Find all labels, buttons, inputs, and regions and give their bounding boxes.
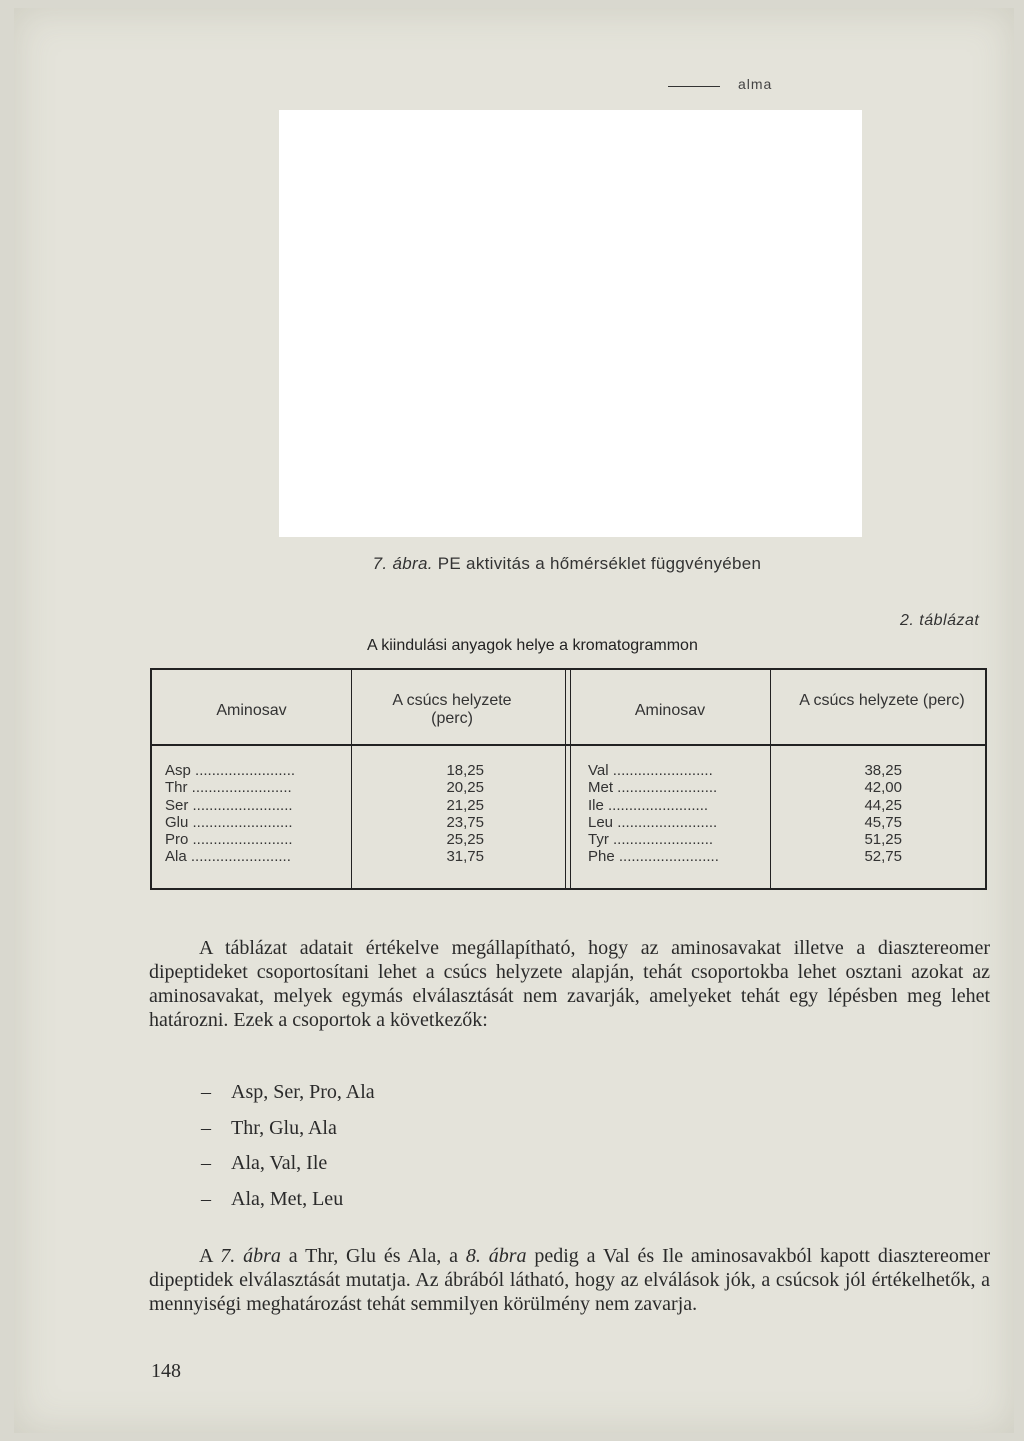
page-number: 148 — [151, 1360, 181, 1382]
row-name: Tyr ........................ — [588, 831, 714, 849]
table-header-rule — [152, 744, 985, 746]
row-value: 42,00 — [864, 779, 902, 797]
figure-caption — [0, 554, 1024, 574]
row-name: Thr ........................ — [165, 779, 292, 797]
running-header: alma — [738, 76, 773, 92]
figure-image-placeholder — [279, 110, 862, 537]
paragraph-1-text: A táblázat adatait értékelve megállapítható, hogy az aminosavakat illetve a diasztereomer dipeptideket csoportosítani lehet a csúcs helyzete alapján, tehát csoportokba lehet osztani azokat az aminosavakat, melyek egymás elválasztását nem zavarják, amelyeket tehát egy lépésben meg lehet határozni. Ezek a csoportok a következők: — [149, 937, 990, 1031]
group-list — [201, 1080, 375, 1222]
row-name: Glu ........................ — [165, 813, 293, 831]
figure-caption-text: PE aktivitás a hőmérséklet függvényében — [432, 554, 762, 573]
row-name: Val ........................ — [588, 762, 713, 779]
row-name: Asp ........................ — [165, 762, 296, 779]
row-name: Leu ........................ — [588, 813, 718, 831]
row-value: 45,75 — [864, 813, 902, 831]
row-name: Ser ........................ — [165, 796, 293, 814]
row-value: 52,75 — [864, 848, 902, 866]
table-divider — [351, 670, 352, 888]
left-values — [412, 762, 484, 866]
right-values — [830, 762, 902, 866]
left-names — [165, 762, 343, 866]
table-label: 2. táblázat — [900, 612, 980, 629]
row-value: 23,75 — [446, 813, 484, 831]
paragraph-1 — [149, 936, 990, 1032]
row-name: Phe ........................ — [588, 848, 719, 866]
list-item: – Ala, Met, Leu — [201, 1187, 344, 1210]
paragraph-2-text: A 7. ábra a Thr, Glu és Ala, a 8. ábra pedig a Val és Ile aminosavakból kapott diasztereomer dipeptidek elválasztását mutatja. Az ábrából látható, hogy az elválások jók, a csúcsok jól értékelhetők, a mennyiségi meghatározást tehát semmilyen körülmény nem zavarja. — [149, 1245, 990, 1315]
header-rule — [668, 86, 720, 87]
row-value: 20,25 — [446, 779, 484, 797]
row-value: 18,25 — [446, 762, 484, 779]
row-value: 44,25 — [864, 796, 902, 814]
row-value: 38,25 — [864, 762, 902, 779]
figure-caption-number: 7. ábra. — [372, 554, 433, 573]
table-header-peak-2: A csúcs helyzete (perc) — [799, 692, 965, 709]
table-divider — [565, 670, 566, 888]
figure-ref-8: 8. ábra — [465, 1245, 527, 1267]
figure-ref-7: 7. ábra — [220, 1245, 281, 1267]
table-header-peak: A csúcs helyzete (perc) — [392, 692, 512, 727]
data-table — [150, 668, 987, 890]
table-divider — [770, 670, 771, 888]
right-names — [588, 762, 762, 866]
row-name: Met ........................ — [588, 779, 718, 797]
row-value: 31,75 — [446, 848, 484, 866]
row-value: 21,25 — [446, 796, 484, 814]
table-title: A kiindulási anyagok helye a kromatogrammon — [367, 637, 698, 654]
list-item: – Thr, Glu, Ala — [201, 1116, 337, 1139]
table-header-aminosav: Aminosav — [216, 702, 287, 719]
row-name: Pro ........................ — [165, 831, 293, 849]
list-item: – Asp, Ser, Pro, Ala — [201, 1081, 375, 1103]
table-header-aminosav-2: Aminosav — [634, 702, 706, 719]
row-value: 25,25 — [446, 831, 484, 849]
row-value: 51,25 — [864, 831, 902, 849]
paragraph-2 — [149, 1244, 990, 1316]
row-name: Ala ........................ — [165, 848, 291, 866]
row-name: Ile ........................ — [588, 796, 709, 814]
list-item: – Ala, Val, Ile — [201, 1152, 328, 1174]
